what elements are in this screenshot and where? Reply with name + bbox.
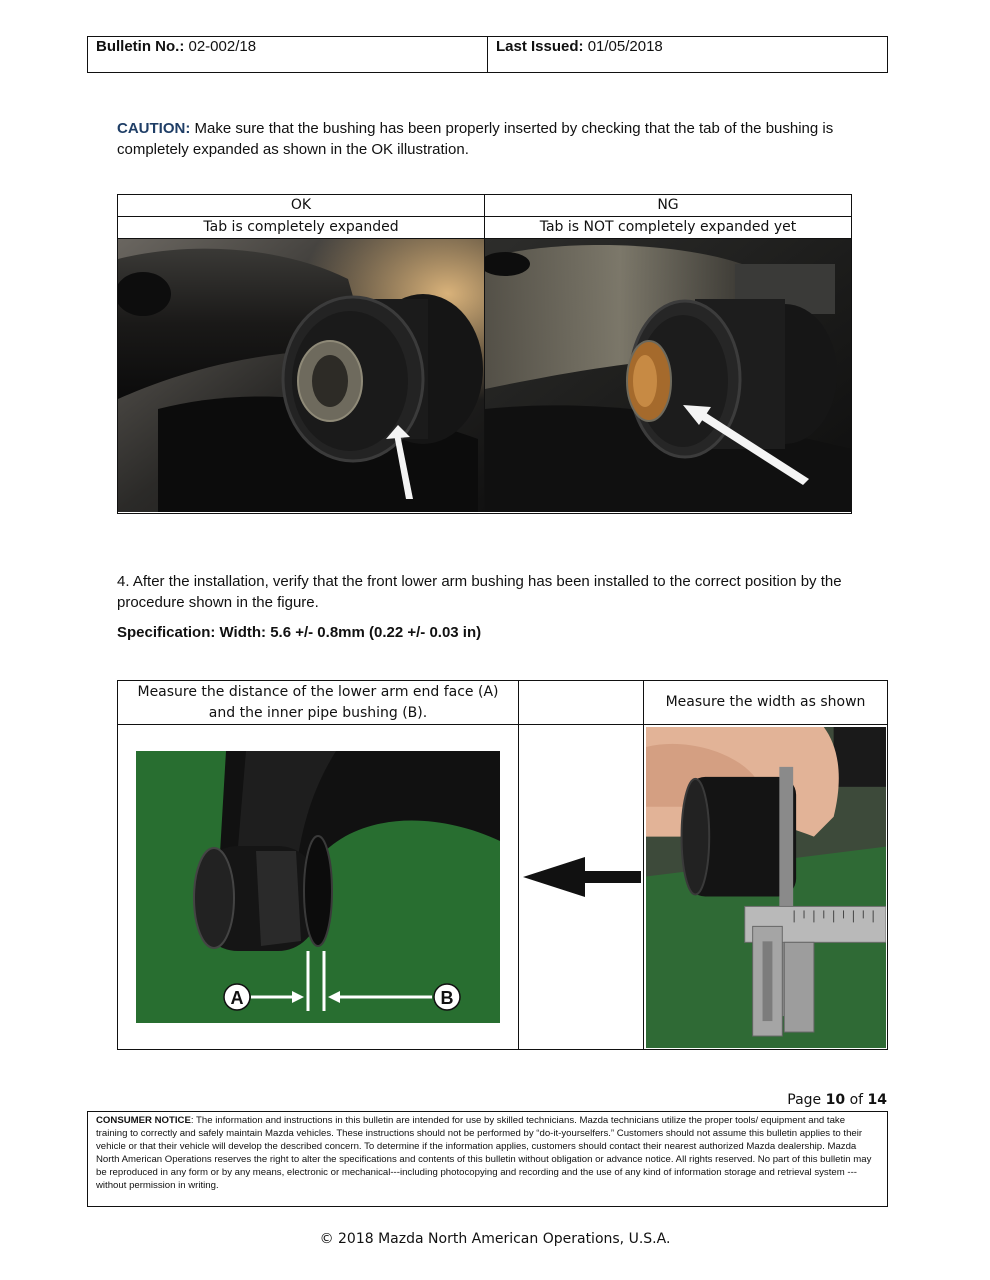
measurement-table [117, 680, 888, 1050]
consumer-notice-label: CONSUMER NOTICE [96, 1115, 191, 1126]
step-4-instruction: 4. After the installation, verify that the front lower arm bushing has been installed to the correct position by the procedure shown in the figure. [117, 573, 842, 611]
ng-label: NG [484, 195, 851, 216]
label-a: A [230, 988, 244, 1008]
comparison-photo-row [118, 239, 851, 512]
ng-bushing-photo [484, 239, 851, 512]
last-issued [487, 37, 887, 72]
ok-caption: Tab is completely expanded [203, 219, 399, 235]
caution-paragraph [117, 118, 887, 160]
caution-keyword: CAUTION: [117, 120, 191, 137]
measure-middle-header [519, 681, 644, 725]
consumer-notice-text: : The information and instructions in this bulletin are intended for use by skilled technicians. Mazda technicians utilize the proper tools/ equipment and take training to correctly and safely maintain Mazda vehicles. These instructions should not be performed by “do-it-yourselfers.” Customers should not assume this bulletin applies to their vehicle or that their vehicle will develop the described concern. To determine if the information applies, customers should contact their nearest authorized Mazda dealership. Mazda North American Operations reserves the right to alter the specifications and contents of this bulletin without obligation or advance notice. All rights reserved. No part of this bulletin may be reproduced in any form or by any means, electronic or mechanical---including photocopying and recording and the use of any kind of information storage and retrieval system ---without permission in writing. [96, 1115, 872, 1191]
ng-caption: Tab is NOT completely expanded yet [484, 217, 851, 238]
last-issued-value: 01/05/2018 [587, 38, 663, 55]
ok-bushing-photo [118, 239, 484, 512]
consumer-notice [87, 1111, 888, 1207]
page-current: 10 [825, 1092, 846, 1108]
bulletin-number-label: Bulletin No.: [96, 38, 185, 55]
label-b: B [440, 988, 454, 1008]
measure-middle-column [518, 681, 644, 1049]
caution-text: Make sure that the bushing has been properly inserted by checking that the tab of the bushing is completely expanded as shown in the OK illustration. [117, 120, 834, 158]
page-total: 14 [867, 1092, 887, 1108]
bulletin-number-value: 02-002/18 [188, 38, 257, 55]
measure-right-header: Measure the width as shown [644, 681, 887, 725]
lower-arm-end-face-photo [136, 751, 500, 1023]
page-of: of [849, 1092, 864, 1108]
width-specification: Specification: Width: 5.6 +/- 0.8mm (0.22 +/- 0.03 in) [117, 624, 482, 641]
measure-right-column [643, 681, 887, 1049]
last-issued-label: Last Issued: [496, 38, 584, 55]
measure-left-header: Measure the distance of the lower arm end face (A) and the inner pipe bushing (B). [118, 681, 518, 725]
caliper-measurement-photo [646, 727, 886, 1048]
page-number [787, 1092, 887, 1108]
ok-label: OK [290, 197, 312, 213]
bulletin-header [87, 36, 888, 73]
left-arrow-icon [523, 857, 641, 897]
copyright-line: © 2018 Mazda North American Operations, U.S.A. [319, 1231, 671, 1247]
comparison-label-row [118, 195, 851, 217]
bulletin-number [88, 37, 487, 72]
measure-left-column [118, 681, 518, 1049]
ok-ng-comparison-table [117, 194, 852, 514]
comparison-caption-row [118, 217, 851, 239]
page-prefix: Page [787, 1092, 822, 1108]
